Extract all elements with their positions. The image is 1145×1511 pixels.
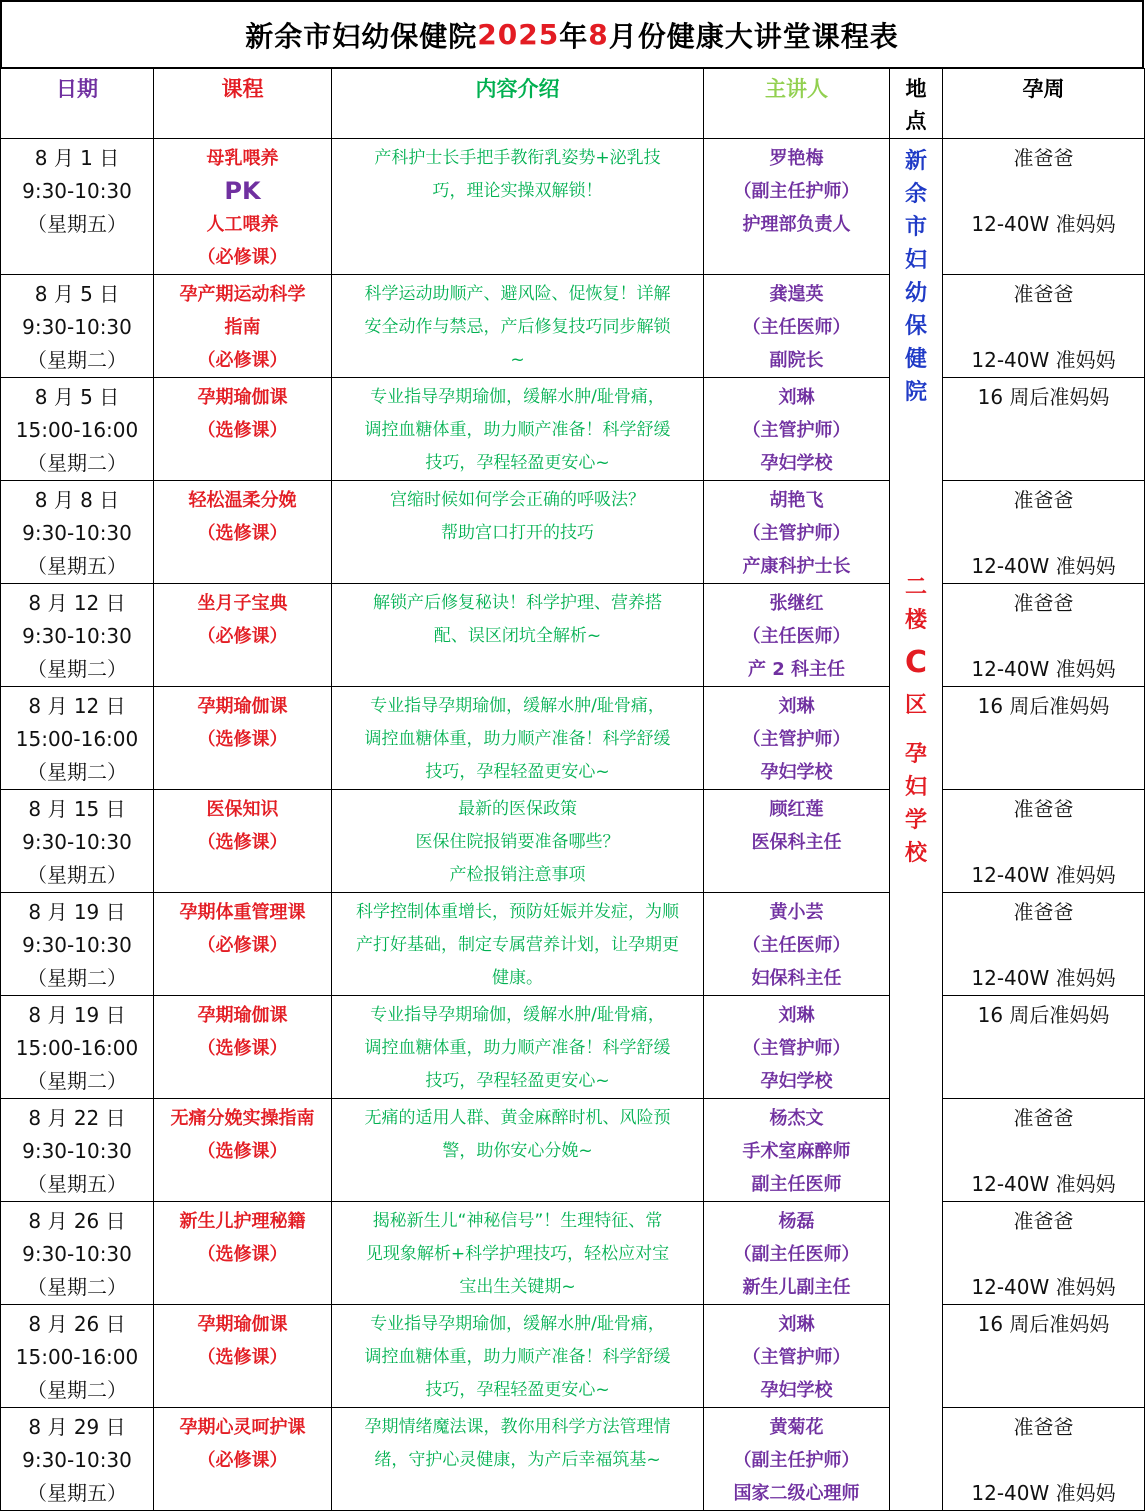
week-line: 12-40W 准妈妈 (971, 554, 1116, 578)
course-cell (154, 1099, 332, 1202)
course-cell-line: 轻松温柔分娩 (188, 490, 297, 511)
week-line: 12-40W 准妈妈 (971, 348, 1116, 372)
week-line: 16 周后准妈妈 (977, 385, 1110, 409)
title-year: 2025 (477, 18, 560, 51)
content-cell (332, 1202, 704, 1305)
date-cell (1, 1099, 154, 1202)
course-cell-line: 孕期心灵呵护课 (179, 1417, 306, 1438)
speaker-cell-line: 孕妇学校 (760, 453, 833, 474)
speaker-cell-line: 产康科护士长 (742, 556, 851, 577)
week-line: 12-40W 准妈妈 (971, 1172, 1116, 1196)
speaker-cell (704, 1099, 890, 1202)
date-cell-line: （星期五） (27, 1172, 127, 1196)
speaker-cell-line: （主任医师） (742, 935, 851, 956)
speaker-cell-line: 黄菊花 (769, 1417, 824, 1438)
course-cell (154, 687, 332, 790)
content-cell-line: 技巧，孕程轻盈更安心~ (425, 1380, 610, 1400)
table-header-row (1, 69, 1145, 139)
week-line (943, 1238, 1144, 1271)
speaker-cell-line: 孕妇学校 (760, 1071, 833, 1092)
location-room (890, 571, 942, 870)
content-cell-line: 孕期情绪魔法课，教你用科学方法管理情 (364, 1417, 671, 1437)
content-cell (332, 996, 704, 1099)
date-cell-line: 9:30-10:30 (22, 624, 132, 648)
content-cell-line: 见现象解析+科学护理技巧，轻松应对宝 (365, 1244, 670, 1264)
week-line: 12-40W 准妈妈 (971, 657, 1116, 681)
table-row (1, 481, 1145, 584)
date-cell-line: （星期五） (27, 554, 127, 578)
speaker-cell-line: 国家二级心理师 (733, 1483, 860, 1504)
title-month: 8 (588, 18, 609, 51)
content-cell-line: 产打好基础，制定专属营养计划，让孕期更 (356, 935, 679, 955)
speaker-cell-line: 孕妇学校 (760, 1380, 833, 1401)
date-cell (1, 584, 154, 687)
speaker-cell-line: 护理部负责人 (742, 214, 851, 235)
content-cell-line: 警，助你安心分娩~ (442, 1141, 593, 1161)
content-cell-line: 技巧，孕程轻盈更安心~ (425, 1071, 610, 1091)
week-cell (943, 790, 1145, 893)
content-cell-line: 专业指导孕期瑜伽，缓解水肿/耻骨痛， (370, 387, 665, 407)
date-cell-line: （星期二） (27, 657, 127, 681)
week-line (943, 175, 1144, 208)
speaker-cell-line: 杨磊 (778, 1211, 815, 1232)
course-cell-line: 孕期体重管理课 (179, 902, 306, 923)
course-cell-line: （选修课） (197, 729, 288, 750)
content-cell-line: 解锁产后修复秘诀！科学护理、营养搭 (373, 593, 662, 613)
speaker-cell-line: 孕妇学校 (760, 762, 833, 783)
speaker-cell-line: 黄小芸 (769, 902, 824, 923)
course-cell (154, 139, 332, 275)
week-line: 12-40W 准妈妈 (971, 863, 1116, 887)
content-cell (332, 1305, 704, 1408)
speaker-cell-line: （主管护师） (742, 1038, 851, 1059)
location-char: 市 (904, 215, 927, 240)
course-cell-line: 无痛分娩实操指南 (170, 1108, 315, 1129)
content-cell-line: 医保住院报销要准备哪些？ (415, 832, 620, 852)
week-line: 准爸爸 (1013, 488, 1074, 512)
week-cell (943, 139, 1145, 275)
table-row (1, 1408, 1145, 1511)
speaker-cell-line: （副主任医师） (733, 1244, 860, 1265)
week-cell (943, 275, 1145, 378)
date-cell-line: 8 月 12 日 (28, 694, 126, 718)
speaker-cell-line: （副主任护师） (733, 1450, 860, 1471)
speaker-cell-line: （主管护师） (742, 420, 851, 441)
content-cell-line: 调控血糖体重，助力顺产准备！科学舒缓 (364, 1038, 671, 1058)
speaker-cell (704, 481, 890, 584)
content-cell (332, 893, 704, 996)
week-line: 16 周后准妈妈 (977, 1003, 1110, 1027)
speaker-cell-line: 手术室麻醉师 (742, 1141, 851, 1162)
location-char: 妇 (904, 775, 927, 800)
week-line: 准爸爸 (1013, 282, 1074, 306)
course-cell (154, 481, 332, 584)
table-row (1, 584, 1145, 687)
header-date: 日期 (1, 69, 154, 139)
location-char: 二 (904, 575, 927, 600)
week-line: 12-40W 准妈妈 (971, 966, 1116, 990)
location-char: 孕 (904, 742, 927, 767)
speaker-cell-line: 胡艳飞 (769, 490, 824, 511)
content-cell-line: 调控血糖体重，助力顺产准备！科学舒缓 (364, 420, 671, 440)
course-cell-line: PK (224, 177, 261, 205)
date-cell (1, 996, 154, 1099)
week-line: 准爸爸 (1013, 1415, 1074, 1439)
week-line: 准爸爸 (1013, 1209, 1074, 1233)
table-row (1, 1099, 1145, 1202)
table-row (1, 378, 1145, 481)
content-cell-line: 调控血糖体重，助力顺产准备！科学舒缓 (364, 1347, 671, 1367)
course-cell-line: 医保知识 (206, 799, 279, 820)
header-location-char: 点 (905, 109, 927, 133)
location-cell (890, 139, 943, 1511)
date-cell-line: 8 月 5 日 (34, 282, 120, 306)
title-part1: 新余市妇幼保健院 (245, 19, 478, 53)
course-cell-line: （选修课） (197, 420, 288, 441)
speaker-cell-line: （主任医师） (742, 626, 851, 647)
course-cell-line: 新生儿护理秘籍 (179, 1211, 306, 1232)
date-cell (1, 1305, 154, 1408)
course-cell-line: （选修课） (197, 1141, 288, 1162)
course-cell-line: 孕期瑜伽课 (197, 696, 288, 717)
content-cell-line: 专业指导孕期瑜伽，缓解水肿/耻骨痛， (370, 696, 665, 716)
course-cell (154, 584, 332, 687)
header-week: 孕周 (943, 69, 1145, 139)
week-line (943, 517, 1144, 550)
date-cell-line: 15:00-16:00 (15, 727, 139, 751)
week-line (943, 929, 1144, 962)
content-cell-line: 产检报销注意事项 (449, 865, 586, 885)
date-cell-line: （星期二） (27, 1069, 127, 1093)
speaker-cell-line: 顾红莲 (769, 799, 824, 820)
location-hospital (890, 145, 942, 409)
content-cell-line: 调控血糖体重，助力顺产准备！科学舒缓 (364, 729, 671, 749)
content-cell-line: ~ (510, 350, 525, 370)
course-cell-line: 人工喂养 (206, 214, 279, 235)
content-cell-line: 技巧，孕程轻盈更安心~ (425, 453, 610, 473)
speaker-cell-line: 副院长 (769, 350, 824, 371)
course-cell-line: （选修课） (197, 832, 288, 853)
content-cell (332, 139, 704, 275)
date-cell-line: 8 月 22 日 (28, 1106, 126, 1130)
location-char: 楼 (904, 608, 927, 633)
week-cell (943, 1305, 1145, 1408)
date-cell-line: 15:00-16:00 (15, 418, 139, 442)
speaker-cell-line: 刘琳 (778, 1005, 815, 1026)
course-cell-line: （选修课） (197, 1244, 288, 1265)
header-speaker: 主讲人 (704, 69, 890, 139)
course-cell (154, 275, 332, 378)
course-cell (154, 790, 332, 893)
speaker-cell-line: （主管护师） (742, 523, 851, 544)
date-cell (1, 893, 154, 996)
content-cell (332, 481, 704, 584)
location-char: 保 (904, 314, 927, 339)
date-cell-line: 9:30-10:30 (22, 179, 132, 203)
speaker-cell-line: 妇保科主任 (751, 968, 842, 989)
course-cell (154, 996, 332, 1099)
content-cell (332, 687, 704, 790)
content-cell (332, 584, 704, 687)
course-cell-line: （必修课） (197, 247, 288, 268)
date-cell-line: （星期二） (27, 966, 127, 990)
week-line: 12-40W 准妈妈 (971, 1481, 1116, 1505)
date-cell-line: （星期二） (27, 348, 127, 372)
speaker-cell (704, 687, 890, 790)
location-char: 妇 (904, 248, 927, 273)
course-cell (154, 1202, 332, 1305)
date-cell-line: 8 月 8 日 (34, 488, 120, 512)
course-cell (154, 1305, 332, 1408)
speaker-cell (704, 893, 890, 996)
table-row (1, 893, 1145, 996)
speaker-cell-line: 杨杰文 (769, 1108, 824, 1129)
date-cell-line: 8 月 26 日 (28, 1209, 126, 1233)
course-cell-line: 孕期瑜伽课 (197, 1314, 288, 1335)
content-cell-line: 无痛的适用人群、黄金麻醉时机、风险预 (364, 1108, 671, 1128)
content-cell (332, 378, 704, 481)
week-line: 准爸爸 (1013, 900, 1074, 924)
date-cell-line: 9:30-10:30 (22, 1448, 132, 1472)
course-cell-line: 孕产期运动科学 (179, 284, 306, 305)
course-cell-line: （必修课） (197, 935, 288, 956)
header-content: 内容介绍 (332, 69, 704, 139)
date-cell-line: 9:30-10:30 (22, 1139, 132, 1163)
course-cell-line: （必修课） (197, 350, 288, 371)
speaker-cell-line: （副主任护师） (733, 181, 860, 202)
week-cell (943, 378, 1145, 481)
content-cell-line: 科学运动助顺产、避风险、促恢复！详解 (364, 284, 671, 304)
week-line: 12-40W 准妈妈 (971, 212, 1116, 236)
date-cell-line: （星期五） (27, 212, 127, 236)
content-cell (332, 275, 704, 378)
content-cell-line: 配、误区闭坑全解析~ (433, 626, 602, 646)
week-cell (943, 893, 1145, 996)
title-part3: 月份健康大讲堂课程表 (608, 19, 899, 53)
date-cell-line: 8 月 19 日 (28, 1003, 126, 1027)
date-cell-line: 8 月 26 日 (28, 1312, 126, 1336)
speaker-cell-line: （主管护师） (742, 1347, 851, 1368)
speaker-cell (704, 378, 890, 481)
date-cell-line: （星期五） (27, 863, 127, 887)
location-char: 校 (904, 841, 927, 866)
week-line: 16 周后准妈妈 (977, 694, 1110, 718)
course-cell-line: （必修课） (197, 626, 288, 647)
speaker-cell (704, 139, 890, 275)
course-cell-line: （选修课） (197, 1347, 288, 1368)
date-cell-line: （星期五） (27, 1481, 127, 1505)
location-char: 学 (904, 808, 927, 833)
content-cell-line: 巧，理论实操双解锁！ (432, 181, 603, 201)
date-cell-line: 9:30-10:30 (22, 521, 132, 545)
date-cell-line: 9:30-10:30 (22, 830, 132, 854)
date-cell-line: （星期二） (27, 1275, 127, 1299)
speaker-cell-line: 张继红 (769, 593, 824, 614)
content-cell-line: 绪，守护心灵健康，为产后幸福筑基~ (374, 1450, 661, 1470)
location-char: 新 (904, 149, 927, 174)
content-cell-line: 科学控制体重增长，预防妊娠并发症，为顺 (356, 902, 679, 922)
date-cell (1, 378, 154, 481)
course-cell-line: （选修课） (197, 1038, 288, 1059)
course-cell-line: （必修课） (197, 1450, 288, 1471)
date-cell-line: 15:00-16:00 (15, 1036, 139, 1060)
week-line: 12-40W 准妈妈 (971, 1275, 1116, 1299)
week-line (943, 1135, 1144, 1168)
header-location (890, 69, 943, 139)
speaker-cell-line: 刘琳 (778, 1314, 815, 1335)
table-row (1, 1305, 1145, 1408)
course-cell-line: 坐月子宝典 (197, 593, 288, 614)
week-cell (943, 481, 1145, 584)
table-row (1, 687, 1145, 790)
week-cell (943, 1202, 1145, 1305)
speaker-cell (704, 996, 890, 1099)
date-cell-line: 8 月 29 日 (28, 1415, 126, 1439)
course-cell-line: 孕期瑜伽课 (197, 387, 288, 408)
week-cell (943, 687, 1145, 790)
speaker-cell-line: 医保科主任 (751, 832, 842, 853)
content-cell-line: 宫缩时候如何学会正确的呼吸法？ (390, 490, 645, 510)
speaker-cell (704, 1305, 890, 1408)
speaker-cell-line: 刘琳 (778, 387, 815, 408)
speaker-cell (704, 790, 890, 893)
table-row (1, 996, 1145, 1099)
date-cell (1, 139, 154, 275)
date-cell-line: 8 月 19 日 (28, 900, 126, 924)
date-cell-line: 8 月 15 日 (28, 797, 126, 821)
week-line (943, 620, 1144, 653)
header-course: 课程 (154, 69, 332, 139)
week-line (943, 826, 1144, 859)
course-cell-line: 母乳喂养 (206, 148, 279, 169)
title-part2: 年 (559, 19, 589, 53)
location-char: 余 (904, 182, 927, 207)
week-cell (943, 996, 1145, 1099)
speaker-cell-line: （主任医师） (742, 317, 851, 338)
date-cell (1, 1202, 154, 1305)
table-row (1, 139, 1145, 275)
date-cell-line: 9:30-10:30 (22, 933, 132, 957)
speaker-cell (704, 584, 890, 687)
table-row (1, 790, 1145, 893)
date-cell-line: 8 月 5 日 (34, 385, 120, 409)
date-cell (1, 790, 154, 893)
table-row (1, 1202, 1145, 1305)
week-line: 16 周后准妈妈 (977, 1312, 1110, 1336)
date-cell (1, 275, 154, 378)
week-cell (943, 584, 1145, 687)
week-line: 准爸爸 (1013, 1106, 1074, 1130)
location-char: 区 (904, 693, 927, 718)
date-cell-line: （星期二） (27, 760, 127, 784)
header-location-char: 地 (905, 77, 927, 101)
speaker-cell-line: 罗艳梅 (769, 148, 824, 169)
date-cell-line: 15:00-16:00 (15, 1345, 139, 1369)
week-line (943, 311, 1144, 344)
course-cell (154, 1408, 332, 1511)
date-cell-line: 8 月 12 日 (28, 591, 126, 615)
date-cell-line: 9:30-10:30 (22, 1242, 132, 1266)
speaker-cell-line: （主管护师） (742, 729, 851, 750)
course-table (0, 68, 1145, 1511)
content-cell (332, 790, 704, 893)
table-row (1, 275, 1145, 378)
course-cell-line: 孕期瑜伽课 (197, 1005, 288, 1026)
location-char: 院 (904, 380, 927, 405)
content-cell-line: 揭秘新生儿“神秘信号”！生理特征、常 (372, 1211, 663, 1231)
date-cell-line: 9:30-10:30 (22, 315, 132, 339)
location-char: 幼 (904, 281, 927, 306)
course-cell-line: 指南 (224, 317, 261, 338)
content-cell-line: 安全动作与禁忌，产后修复技巧同步解锁 (364, 317, 671, 337)
content-cell-line: 帮助宫口打开的技巧 (441, 523, 594, 543)
week-line: 准爸爸 (1013, 146, 1074, 170)
week-line: 准爸爸 (1013, 591, 1074, 615)
week-cell (943, 1099, 1145, 1202)
date-cell-line: （星期二） (27, 1378, 127, 1402)
content-cell (332, 1408, 704, 1511)
date-cell-line: （星期二） (27, 451, 127, 475)
week-line: 准爸爸 (1013, 797, 1074, 821)
date-cell (1, 687, 154, 790)
content-cell-line: 专业指导孕期瑜伽，缓解水肿/耻骨痛， (370, 1005, 665, 1025)
speaker-cell (704, 275, 890, 378)
location-spacer (890, 722, 942, 738)
speaker-cell-line: 产 2 科主任 (747, 659, 846, 680)
speaker-cell-line: 刘琳 (778, 696, 815, 717)
speaker-cell (704, 1408, 890, 1511)
location-char: C (904, 645, 928, 680)
content-cell-line: 技巧，孕程轻盈更安心~ (425, 762, 610, 782)
content-cell (332, 1099, 704, 1202)
speaker-cell-line: 副主任医师 (751, 1174, 842, 1195)
course-cell (154, 378, 332, 481)
content-cell-line: 专业指导孕期瑜伽，缓解水肿/耻骨痛， (370, 1314, 665, 1334)
week-line (943, 1444, 1144, 1477)
course-cell-line: （选修课） (197, 523, 288, 544)
location-char: 健 (904, 347, 927, 372)
content-cell-line: 宝出生关键期~ (459, 1277, 576, 1297)
date-cell (1, 1408, 154, 1511)
content-cell-line: 健康。 (492, 968, 543, 988)
date-cell-line: 8 月 1 日 (34, 146, 120, 170)
content-cell-line: 最新的医保政策 (458, 799, 577, 819)
course-cell (154, 893, 332, 996)
speaker-cell-line: 新生儿副主任 (742, 1277, 851, 1298)
speaker-cell (704, 1202, 890, 1305)
week-cell (943, 1408, 1145, 1511)
speaker-cell-line: 龚遑英 (769, 284, 824, 305)
content-cell-line: 产科护士长手把手教衔乳姿势+泌乳技 (374, 148, 661, 168)
page-title (0, 0, 1144, 69)
date-cell (1, 481, 154, 584)
